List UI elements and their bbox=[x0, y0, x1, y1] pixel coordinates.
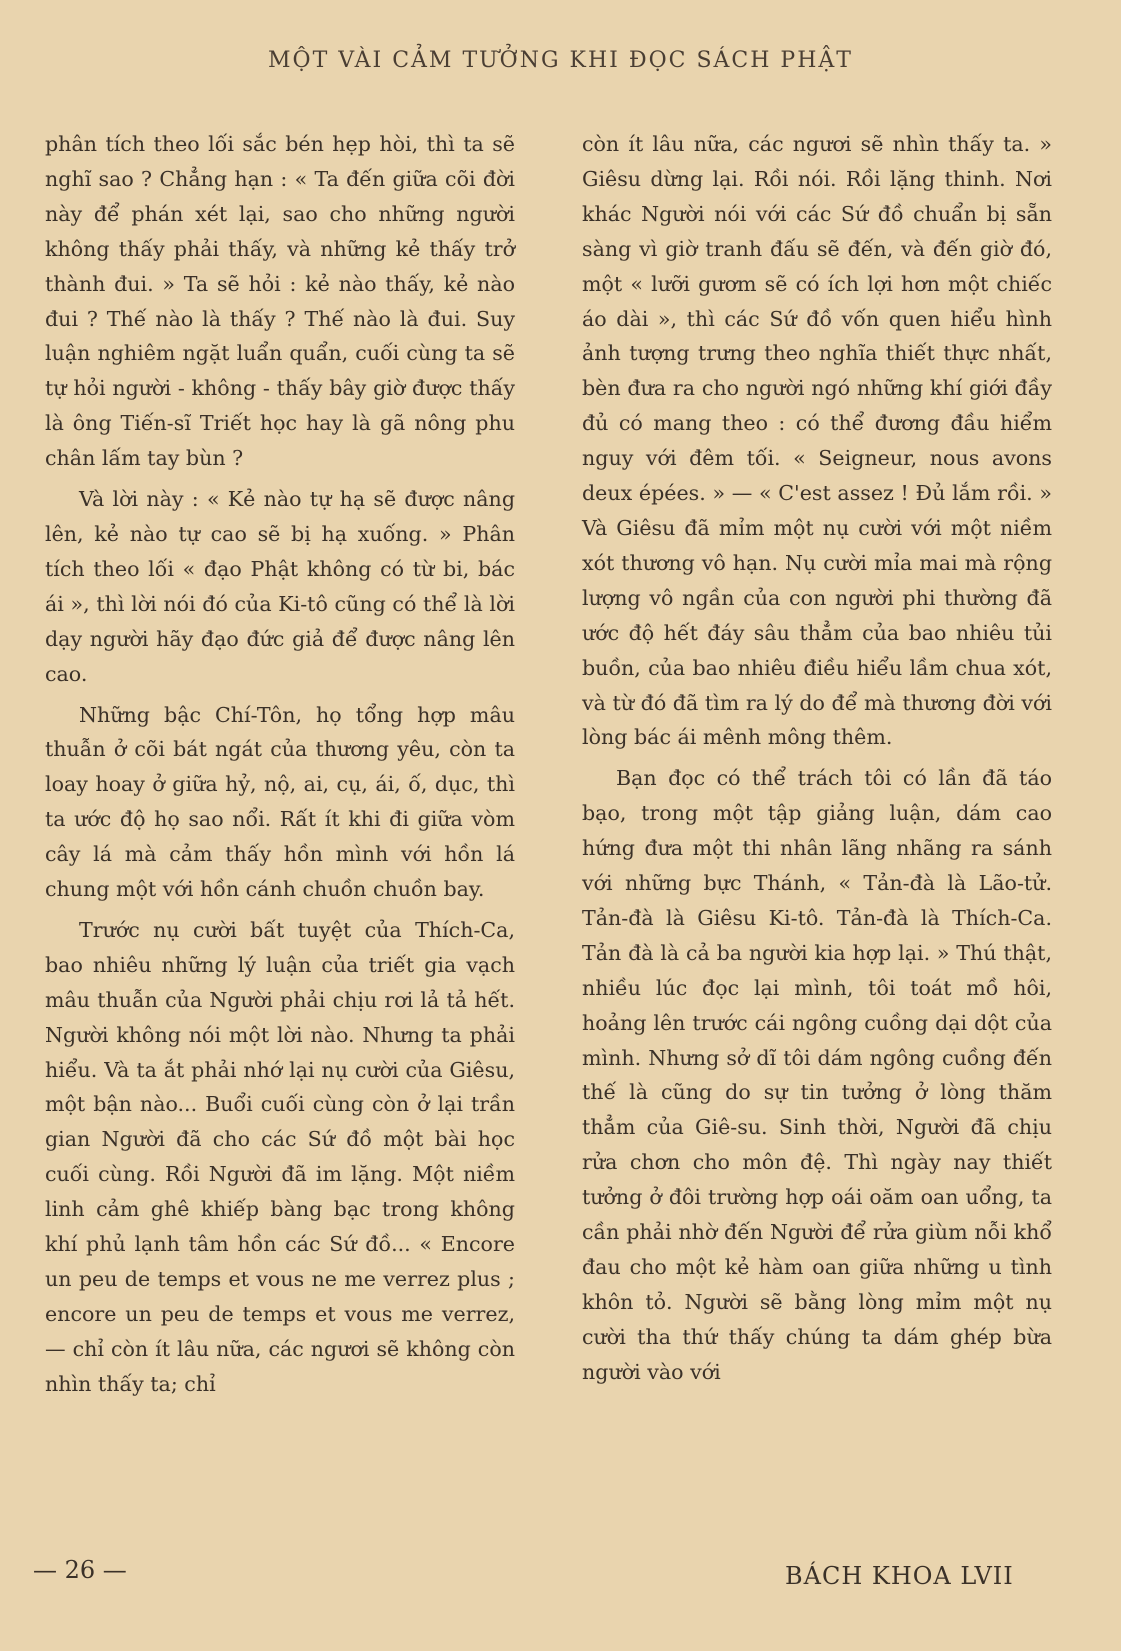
paragraph: phân tích theo lối sắc bén hẹp hòi, thì ta sẽ nghĩ sao ? Chẳng hạn : « Ta đến giữa cõi đời này để phán xét lại, sao cho những người không thấy phải thấy, và những kẻ thấy trở thành đui. » Ta sẽ hỏi : kẻ nào thấy, kẻ nào đui ? Thế nào là thấy ? Thế nào là đui. Suy luận nghiêm ngặt luẩn quẩn, cuối cùng ta sẽ tự hỏi người - không - thấy bây giờ được thấy là ông Tiến-sĩ Triết học hay là gã nông phu chân lấm tay bùn ? bbox=[45, 132, 515, 471]
paragraph: Trước nụ cười bất tuyệt của Thích-Ca, bao nhiêu những lý luận của triết gia vạch mâu thuẫn của Người phải chịu rơi lả tả hết. Người không nói một lời nào. Nhưng ta phải hiểu. Và ta ắt phải nhớ lại nụ cười của Giêsu, một bận nào... Buổi cuối cùng còn ở lại trần gian Người đã cho các Sứ đồ một bài học cuối cùng. Rồi Người đã im lặng. Một niềm linh cảm ghê khiếp bàng bạc trong không khí phủ lạnh tâm hồn các Sứ đồ... « Encore un peu de temps et vous ne me verrez plus ; encore un peu de temps et vous me verrez, — chỉ còn ít lâu nữa, các ngươi sẽ không còn nhìn thấy ta; chỉ bbox=[45, 917, 515, 1396]
paragraph: Những bậc Chí-Tôn, họ tổng hợp mâu thuẫn ở cõi bát ngát của thương yêu, còn ta loay hoay ở giữa hỷ, nộ, ai, cụ, ái, ố, dục, thì ta ước độ họ sao nổi. Rất ít khi đi giữa vòm cây lá mà cảm thấy hồn mình với hồn lá chung một với hồn cánh chuồn chuồn bay. bbox=[45, 702, 515, 902]
magazine-title: BÁCH KHOA LVII bbox=[785, 1562, 1014, 1590]
running-title: MỘT VÀI CẢM TƯỞNG KHI ĐỌC SÁCH PHẬT bbox=[268, 48, 853, 73]
paragraph: Và lời này : « Kẻ nào tự hạ sẽ được nâng lên, kẻ nào tự cao sẽ bị hạ xuống. » Phân tích theo lối « đạo Phật không có từ bi, bác ái », thì lời nói đó của Ki-tô cũng có thể là lời dạy người hãy đạo đức giả để được nâng lên cao. bbox=[45, 487, 515, 686]
left-column bbox=[45, 127, 515, 1402]
page-number: — 26 — bbox=[33, 1556, 127, 1584]
paragraph: còn ít lâu nữa, các ngươi sẽ nhìn thấy ta. » Giêsu dừng lại. Rồi nói. Rồi lặng thinh. Nơi khác Người nói với các Sứ đồ chuẩn bị sẵn sàng vì giờ tranh đấu sẽ đến, và đến giờ đó, một « lưỡi gươm sẽ có ích lợi hơn một chiếc áo dài », thì các Sứ đồ vốn quen hiểu hình ảnh tượng trưng theo nghĩa thiết thực nhất, bèn đưa ra cho người ngó những khí giới đầy đủ có mang theo : có thể đương đầu hiểm nguy với đêm tối. « Seigneur, nous avons deux épées. » — « C'est assez ! Đủ lắm rồi. » Và Giêsu đã mỉm một nụ cười với một niềm xót thương vô hạn. Nụ cười mỉa mai mà rộng lượng vô ngần của con người phi thường đã ước độ hết đáy sâu thẳm của bao nhiêu tủi buồn, của bao nhiêu điều hiểu lầm chua xót, và từ đó đã tìm ra lý do để mà thương đời với lòng bác ái mênh mông thêm. bbox=[582, 132, 1052, 750]
paragraph: Bạn đọc có thể trách tôi có lần đã táo bạo, trong một tập giảng luận, dám cao hứng đưa một thi nhân lãng nhãng ra sánh với những bực Thánh, « Tản-đà là Lão-tử. Tản-đà là Giêsu Ki-tô. Tản-đà là Thích-Ca. Tản đà là cả ba người kia hợp lại. » Thú thật, nhiều lúc đọc lại mình, tôi toát mồ hôi, hoảng lên trước cái ngông cuồng dại dột của mình. Nhưng sở dĩ tôi dám ngông cuồng đến thế là cũng do sự tin tưởng ở lòng thăm thẳm của Giê-su. Sinh thời, Người đã chịu rửa chơn cho môn đệ. Thì ngày nay thiết tưởng ở đôi trường hợp oái oăm oan uổng, ta cần phải nhờ đến Người để rửa giùm nỗi khổ đau cho một kẻ hàm oan giữa những u tình khôn tỏ. Người sẽ bằng lòng mỉm một nụ cười tha thứ thấy chúng ta dám ghép bừa người vào với bbox=[582, 766, 1052, 1384]
right-column bbox=[582, 127, 1052, 1390]
